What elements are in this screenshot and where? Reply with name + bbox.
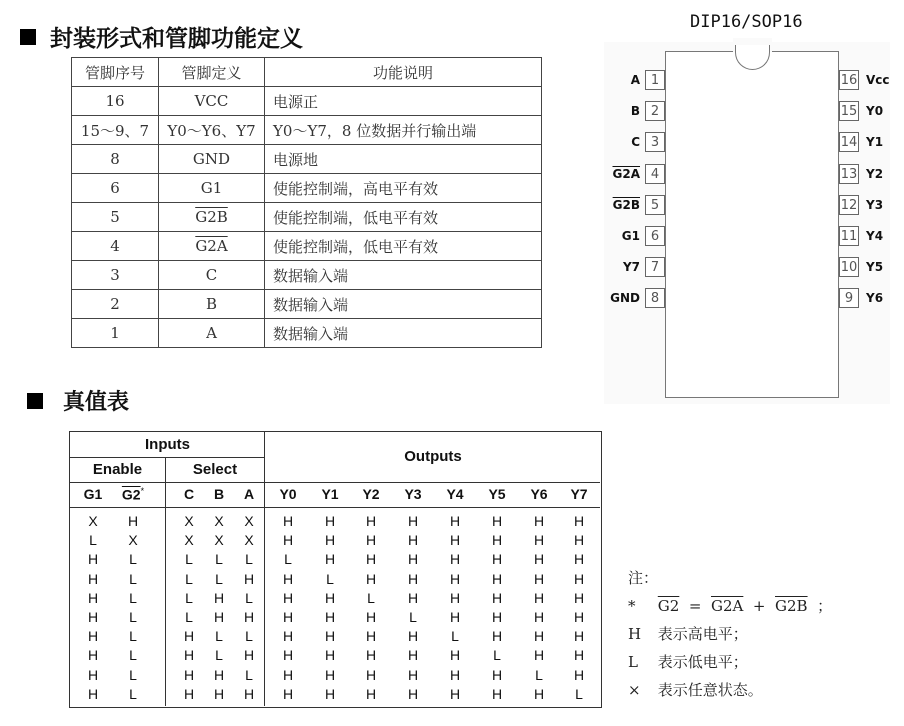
truth-cell: H [183,666,195,683]
truth-cell: L [129,685,137,702]
truth-cell: X [244,513,254,529]
note-low [628,648,832,676]
truth-cell: H [533,532,545,549]
truth-cell: H [365,647,377,664]
pin-number: 6 [72,174,159,203]
divider [70,457,265,458]
truth-cell: L [129,647,137,664]
column-header-y4: Y4 [446,486,464,502]
truth-cell: H [407,513,419,529]
column-header-g1: G1 [83,486,103,502]
truth-cell: H [87,628,99,645]
pin-table-row [72,319,542,348]
truth-cell: H [213,589,225,606]
truth-cell: H [282,666,294,683]
truth-cell: H [449,685,461,702]
truth-cell: L [245,589,253,606]
package-section-title: 封装形式和管脚功能定义 [50,26,303,52]
square-bullet-icon [20,29,36,45]
truth-cell: H [533,513,545,529]
truth-cell: H [491,666,503,683]
pin-name [159,261,265,290]
pin-name-header: 管脚定义 [159,58,265,87]
pin-table-row [72,261,542,290]
truth-cell: H [533,685,545,702]
truth-cell: H [183,647,195,664]
truth-cell: H [324,513,336,529]
truth-cell: H [491,589,503,606]
truth-cell: L [326,570,334,587]
note-key: L [628,653,638,671]
pin-description: 数据输入端 [265,319,542,348]
truth-cell: H [243,685,255,702]
truth-cell: H [282,570,294,587]
truth-cell: H [573,532,585,549]
pin-description: 电源地 [265,145,542,174]
truth-cell: X [244,532,254,549]
pin-name-text: A [206,324,217,342]
truth-cell: X [88,513,98,529]
pin-number: 4 [72,232,159,261]
truth-cell: H [491,551,503,568]
truth-cell: H [449,647,461,664]
truth-cell: H [213,666,225,683]
truth-cell: H [324,628,336,645]
pin-number: 2 [72,290,159,319]
chip-pin-label: G1 [621,229,640,243]
truth-cell: H [87,551,99,568]
note-key: H [628,625,642,643]
column-header-y1: Y1 [321,486,339,502]
truth-cell: H [365,551,377,568]
pin-name [159,174,265,203]
pin-name-text: C [205,266,218,284]
truth-cell: H [243,570,255,587]
truth-cell: H [324,647,336,664]
truth-cell: H [491,513,503,529]
chip-pin-7: 7 [645,257,665,277]
pin-description: 使能控制端，高电平有效 [265,174,542,203]
chip-pin-label: Y2 [866,167,884,181]
pin-function-header: 功能说明 [265,58,542,87]
asterisk: * [140,486,145,496]
pin-description: 使能控制端，低电平有效 [265,232,542,261]
truth-cell: L [185,570,193,587]
truth-cell: H [533,589,545,606]
pin-table-row [72,116,542,145]
truth-table-notes [628,564,832,704]
chip-pin-8: 8 [645,288,665,308]
truth-cell: H [282,628,294,645]
pin-name [159,203,265,232]
pin-table-row [72,87,542,116]
truth-cell: H [127,513,139,529]
truth-cell: H [365,685,377,702]
truth-cell: H [449,532,461,549]
pin-name [159,319,265,348]
truth-cell: H [243,609,255,625]
enable-subheader: Enable [92,461,143,478]
chip-pin-10: 10 [839,257,859,277]
truth-cell: H [407,570,419,587]
divider [70,507,600,508]
chip-pin-13: 13 [839,164,859,184]
truth-cell: L [129,609,137,625]
truth-cell: L [215,628,223,645]
g2-formula [628,592,832,620]
truth-cell: H [183,628,195,645]
truth-cell: H [282,513,294,529]
truth-cell: L [367,589,375,606]
truth-cell: L [129,570,137,587]
truth-cell: L [451,628,459,645]
note-key: × [628,681,641,699]
column-header-c: C [183,486,195,502]
pin-number: 15～9、7 [72,116,159,145]
truth-cell: H [533,647,545,664]
chip-pin-3: 3 [645,132,665,152]
chip-pin-16: 16 [839,70,859,90]
chip-pin-label: GND [610,291,640,305]
truth-cell: H [491,685,503,702]
truth-cell: H [573,551,585,568]
chip-pin-4: 4 [645,164,665,184]
truth-cell: H [87,647,99,664]
column-header-y5: Y5 [488,486,506,502]
truth-cell: H [87,609,99,625]
column-header-y0: Y0 [279,486,297,502]
notes-title: 注： [628,569,659,587]
truth-cell: L [245,666,253,683]
note-text: 表示低电平； [657,653,748,671]
note-any [628,676,832,704]
select-subheader: Select [192,461,238,478]
pin-number: 8 [72,145,159,174]
pin-table-row [72,203,542,232]
truth-cell: H [365,628,377,645]
truth-cell: L [129,666,137,683]
truth-cell: L [409,609,417,625]
truth-cell: H [573,513,585,529]
pin-number: 5 [72,203,159,232]
truth-cell: X [184,513,194,529]
truth-table-section-title: 真值表 [63,390,130,415]
truth-cell: H [491,532,503,549]
truth-cell: H [449,609,461,625]
truth-cell: H [449,513,461,529]
pin-name [159,116,265,145]
pin-table-row [72,232,542,261]
truth-cell: H [324,666,336,683]
chip-pin-14: 14 [839,132,859,152]
truth-cell: H [573,570,585,587]
chip-body [665,51,839,398]
column-header-y7: Y7 [570,486,588,502]
chip-pin-label: Vcc [866,73,890,87]
pin-name-text: Y0～Y6、Y7 [167,121,256,140]
truth-cell: H [324,532,336,549]
chip-pin-label: C [631,135,640,149]
chip-package-title: DIP16/SOP16 [690,12,803,32]
truth-cell: H [213,609,225,625]
truth-cell: L [89,532,97,549]
truth-table [69,431,602,708]
chip-pin-label: A [630,73,640,87]
truth-cell: L [535,666,543,683]
truth-cell: H [365,609,377,625]
pin-name [159,290,265,319]
truth-cell: H [407,551,419,568]
formula-g2: G2 [657,597,680,615]
pin-table-row [72,145,542,174]
truth-cell: H [407,647,419,664]
column-header-y3: Y3 [404,486,422,502]
chip-pin-label: Y4 [866,229,884,243]
pin-number-header: 管脚序号 [72,58,159,87]
truth-cell: H [449,666,461,683]
truth-cell: L [129,589,137,606]
chip-pin-2: 2 [645,101,665,121]
truth-cell: L [129,551,137,568]
chip-pin-label: G2A [612,167,640,181]
truth-cell: H [407,628,419,645]
truth-cell: L [185,609,193,625]
truth-cell: H [324,551,336,568]
truth-cell: H [87,685,99,702]
truth-cell: H [282,532,294,549]
divider [70,482,600,483]
outputs-group-header: Outputs [404,448,462,465]
pin-name-text: B [205,295,218,313]
truth-cell: H [282,685,294,702]
chip-pin-6: 6 [645,226,665,246]
column-header-a: A [243,486,255,502]
formula-g2b: G2B [775,597,808,615]
pin-number: 16 [72,87,159,116]
pin-table-row [72,174,542,203]
truth-cell: L [129,628,137,645]
chip-pin-label: Y7 [622,260,640,274]
truth-cell: L [245,551,253,568]
truth-cell: H [491,628,503,645]
truth-cell: H [533,551,545,568]
asterisk: * [628,597,636,615]
pin-description: 数据输入端 [265,290,542,319]
truth-cell: L [245,628,253,645]
g2-label: G2 [121,486,141,503]
truth-cell: H [407,532,419,549]
chip-top-edge [770,51,839,52]
column-header-y2: Y2 [362,486,380,502]
truth-cell: H [449,551,461,568]
chip-pin-1: 1 [645,70,665,90]
truth-cell: H [573,647,585,664]
pin-name [159,87,265,116]
truth-cell: H [87,666,99,683]
truth-cell: H [282,589,294,606]
truth-cell: H [533,628,545,645]
formula-end: ； [817,597,833,615]
note-text: 表示高电平； [657,625,748,643]
chip-pin-label: Y6 [866,291,884,305]
truth-cell: H [573,589,585,606]
truth-cell: H [365,666,377,683]
pin-description: 数据输入端 [265,261,542,290]
pin-name-text: GND [192,150,231,168]
truth-cell: H [365,570,377,587]
truth-cell: H [573,628,585,645]
pin-function-table [71,57,542,348]
truth-cell: L [215,551,223,568]
truth-cell: H [282,647,294,664]
truth-cell: H [243,647,255,664]
truth-cell: H [573,609,585,625]
chip-pin-11: 11 [839,226,859,246]
note-high [628,620,832,648]
truth-cell: H [87,570,99,587]
chip-pin-label: Y3 [866,198,884,212]
chip-pin-9: 9 [839,288,859,308]
truth-cell: H [407,666,419,683]
pin-description: 使能控制端，低电平有效 [265,203,542,232]
square-bullet-icon [27,393,43,409]
formula-equals: = [688,597,702,615]
truth-cell: L [493,647,501,664]
pin-name-text: G2B [195,208,228,226]
truth-cell: X [214,513,224,529]
formula-g2a: G2A [710,597,744,615]
truth-cell: H [533,609,545,625]
truth-cell: H [365,532,377,549]
truth-cell: H [491,609,503,625]
package-section-heading [20,20,303,53]
truth-cell: H [491,570,503,587]
pin-name [159,232,265,261]
truth-cell: L [284,551,292,568]
truth-cell: X [214,532,224,549]
truth-cell: X [128,532,138,549]
truth-cell: H [407,685,419,702]
chip-pin-label: Y0 [866,104,884,118]
column-header-g2 [118,486,148,503]
pin-name-text: VCC [194,92,229,110]
truth-cell: H [282,609,294,625]
pin-name-text: G2A [195,237,228,255]
column-header-b: B [213,486,225,502]
pin-name [159,145,265,174]
note-text: 表示任意状态。 [657,681,763,699]
chip-pin-label: B [630,104,640,118]
pin-number: 1 [72,319,159,348]
chip-top-edge [665,51,735,52]
chip-pin-12: 12 [839,195,859,215]
formula-plus: + [752,597,766,615]
truth-cell: H [449,570,461,587]
inputs-group-header: Inputs [145,436,190,453]
chip-pin-15: 15 [839,101,859,121]
truth-cell: H [324,685,336,702]
truth-cell: H [533,570,545,587]
truth-table-section-heading [27,385,129,416]
chip-pin-5: 5 [645,195,665,215]
truth-cell: H [365,513,377,529]
pin-table-row [72,290,542,319]
truth-cell: L [185,551,193,568]
column-header-y6: Y6 [530,486,548,502]
pin-description: Y0～Y7，8 位数据并行输出端 [265,116,542,145]
truth-cell: H [324,589,336,606]
truth-cell: L [185,589,193,606]
divider [165,457,166,706]
pin-description: 电源正 [265,87,542,116]
chip-pin-label: Y1 [866,135,884,149]
truth-cell: H [213,685,225,702]
chip-pin-label: Y5 [866,260,884,274]
chip-pin-label: G2B [612,198,640,212]
pin-name-text: G1 [200,179,223,197]
truth-cell: L [215,570,223,587]
truth-cell: L [575,685,583,702]
truth-cell: H [573,666,585,683]
truth-cell: H [87,589,99,606]
truth-cell: H [324,609,336,625]
truth-cell: H [449,589,461,606]
truth-cell: H [407,589,419,606]
pin-table-header-row [72,58,542,87]
truth-cell: X [184,532,194,549]
pin-number: 3 [72,261,159,290]
truth-cell: H [183,685,195,702]
truth-cell: L [215,647,223,664]
